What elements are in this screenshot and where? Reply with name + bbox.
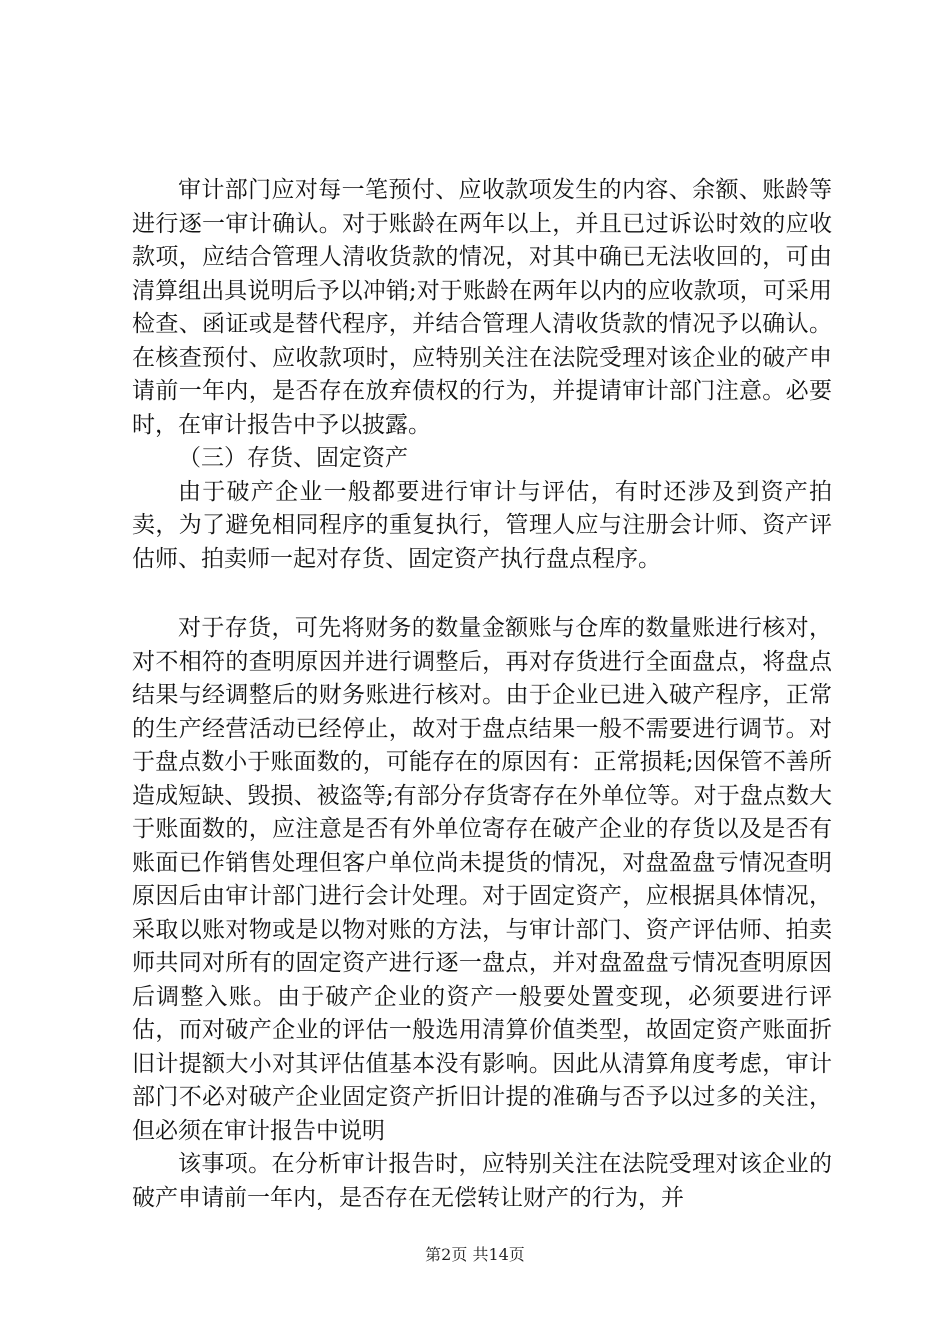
paragraph-inventory-procedure: 对于存货，可先将财务的数量金额账与仓库的数量账进行核对，对不相符的查明原因并进行调整后，再对存货进行全面盘点，将盘点结果与经调整后的财务账进行核对。由于企业已进入破产程序，正常的生产经营活动已经停止，故对于盘点结果一般不需要进行调节。对于盘点数小于账面数的，可能存在的原因有：正常损耗;因保管不善所造成短缺、毁损、被盗等;有部分存货寄存在外单位等。对于盘点数大于账面数的，应注意是否有外单位寄存在破产企业的存货以及是否有账面已作销售处理但客户单位尚未提货的情况，对盘盈盘亏情况查明原因后由审计部门进行会计处理。对于固定资产，应根据具体情况，采取以账对物或是以物对账的方法，与审计部门、资产评估师、拍卖师共同对所有的固定资产进行逐一盘点，并对盘盈盘亏情况查明原因后调整入账。由于破产企业的资产一般要处置变现，必须要进行评估，而对破产企业的评估一般选用清算价值类型，故固定资产账面折旧计提额大小对其评估值基本没有影响。因此从清算角度考虑，审计部门不必对破产企业固定资产折旧计提的准确与否予以过多的关注，但必须在审计报告中说明 xyxy=(132,615,832,1144)
paragraph-audit-report-analysis: 该事项。在分析审计报告时，应特别关注在法院受理对该企业的破产申请前一年内，是否存在无偿转让财产的行为，并 xyxy=(132,1151,832,1211)
paragraph-joint-inventory-count: 由于破产企业一般都要进行审计与评估，有时还涉及到资产拍卖，为了避免相同程序的重复执行，管理人应与注册会计师、资产评估师、拍卖师一起对存货、固定资产执行盘点程序。 xyxy=(132,478,832,572)
section-heading-inventory-fixed-assets: （三）存货、固定资产 xyxy=(178,445,408,471)
page-number-footer: 第2页 共14页 xyxy=(425,1245,525,1264)
paragraph-spacer xyxy=(132,576,832,612)
document-body xyxy=(132,174,832,1215)
paragraph-receivables: 审计部门应对每一笔预付、应收款项发生的内容、余额、账龄等进行逐一审计确认。对于账龄在两年以上，并且已过诉讼时效的应收款项，应结合管理人清收货款的情况，对其中确已无法收回的，可由清算组出具说明后予以冲销;对于账龄在两年以内的应收款项，可采用检查、函证或是替代程序，并结合管理人清收货款的情况予以确认。在核查预付、应收款项时，应特别关注在法院受理对该企业的破产申请前一年内，是否存在放弃债权的行为，并提请审计部门注意。必要时，在审计报告中予以披露。 xyxy=(132,177,832,438)
